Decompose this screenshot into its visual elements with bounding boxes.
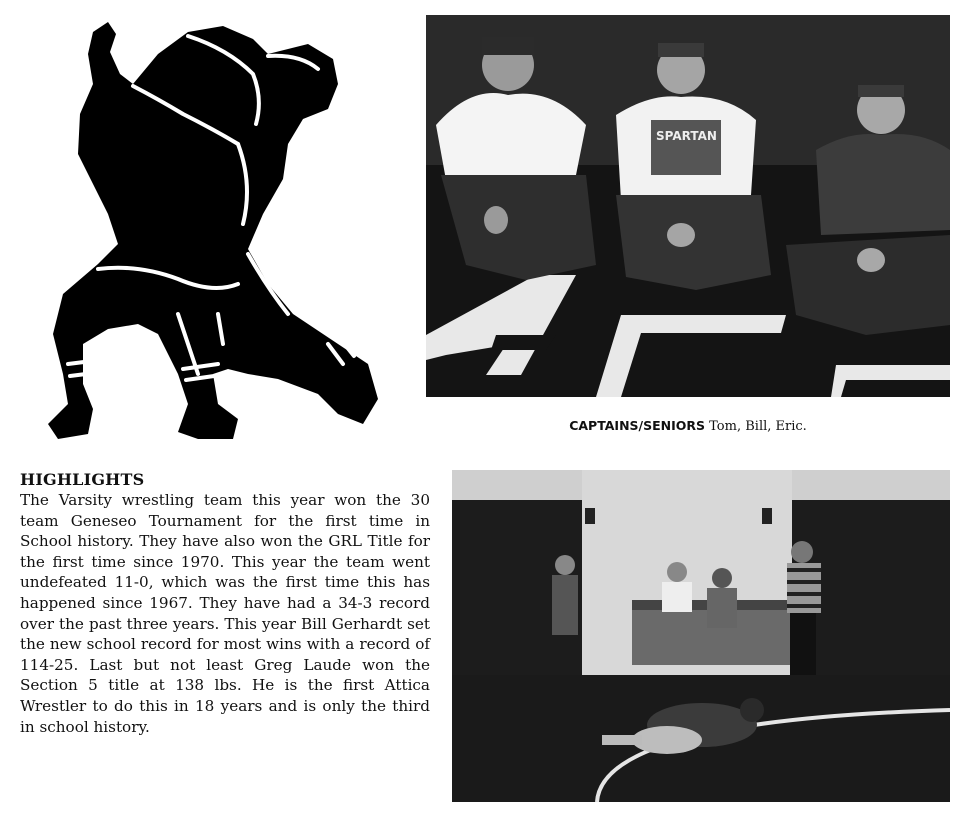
shirt-print-text: SPARTAN (656, 129, 717, 143)
caption-names: Tom, Bill, Eric. (705, 419, 807, 434)
caption-label: CAPTAINS/SENIORS (569, 418, 706, 433)
captains-photo (426, 15, 950, 397)
match-photo (452, 470, 950, 802)
wrestlers-silhouette-illustration (38, 14, 388, 444)
captains-caption (426, 418, 950, 434)
highlights-heading: HIGHLIGHTS (20, 470, 145, 489)
highlights-paragraph: The Varsity wrestling team this year won the 30 team Geneseo Tournament for the first time in School history. They have also won the GRL Title for the first time since 1970. This year the team went undefeated 11-0, which was the first time this has happened since 1967. They have had a 34-3 record over the past three years. This year Bill Gerhardt set the new school record for most wins with a record of 114-25. Last but not least Greg Laude won the Section 5 title at 138 lbs. He is the first Attica Wrestler to do this in 18 years and is only the third in school history. (20, 491, 430, 736)
